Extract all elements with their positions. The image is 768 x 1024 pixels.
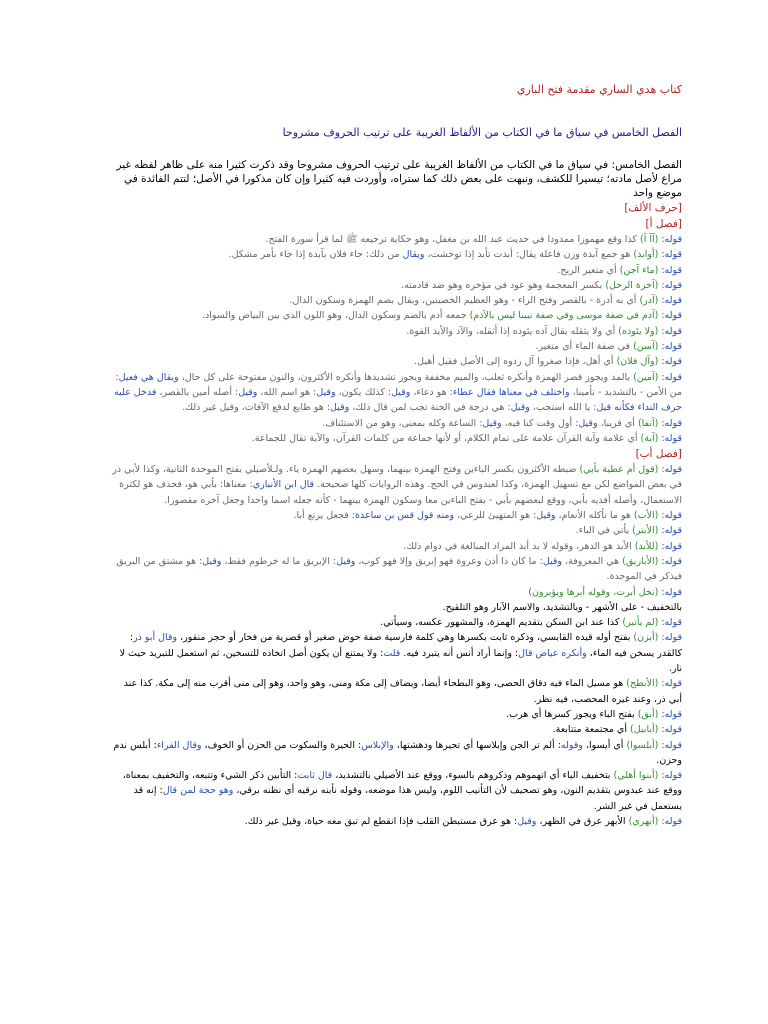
entry-text: بكسر المعجمة وهو عود في مؤخره وهو ضد قادمته. bbox=[401, 279, 606, 291]
entry-keyword: قوله: bbox=[661, 432, 682, 444]
entry-keyword: قوله: bbox=[661, 310, 682, 322]
entry-text: أي أيسوا، bbox=[582, 739, 627, 751]
entry-text: : هو طابع لدفع الآفات، وقيل غير ذلك. bbox=[182, 402, 331, 414]
entry-text: يأتي في الباء. bbox=[575, 525, 633, 537]
entries-list-a1 bbox=[108, 232, 682, 446]
entry bbox=[108, 370, 682, 416]
entry-citation: وقيل bbox=[336, 555, 356, 567]
entry-text: من ذلك: جاء فلان بآبدة إذا جاء بأمر مشكل. bbox=[228, 249, 403, 261]
entry-text: : أصله أمين بالقصر، bbox=[156, 386, 239, 398]
entry-text: : هي درجة في الجنة تجب لمن قال ذلك، bbox=[349, 402, 511, 414]
entry-text: : إنه قد يستعمل في غير الشر. bbox=[133, 785, 682, 812]
entry-text: : الإبريق ما له خرطوم فقط، bbox=[221, 555, 337, 567]
entry-term: (أبزن) bbox=[633, 632, 662, 644]
entry bbox=[108, 263, 682, 278]
entry-term: (آخرة الرحل) bbox=[605, 279, 662, 291]
entry-text: أي قريبا، bbox=[597, 417, 638, 429]
entry-term: (الأباريق) bbox=[622, 555, 662, 567]
entry-term: (ولا يئوده) bbox=[618, 325, 662, 337]
entry-citation: واختلف في معناها فقال عطاء bbox=[452, 386, 570, 398]
entry-citation: قال ابن الأنباري bbox=[252, 479, 315, 491]
entry-keyword: قوله: bbox=[661, 371, 682, 383]
entry-text: أي مجتمعة متتابعة. bbox=[552, 724, 631, 736]
entry-text: هو جمع آبدة وزن فاعلة يقال: أبدت تأبد إذا توحشت، bbox=[424, 249, 634, 261]
entry-text: أي متغير الريح. bbox=[557, 264, 620, 276]
entry-text: بالتخفيف - على الأشهر - وبالتشديد، والاسم الآبار وهو التلقيح. bbox=[442, 601, 682, 613]
entry-keyword: قوله: bbox=[661, 464, 682, 476]
entry-text: : وإنما أراد أنس أنه يتبرد فيه. bbox=[400, 647, 519, 659]
entry-term: (أبق) bbox=[637, 708, 662, 720]
entry-term: (ماء آجن) bbox=[619, 264, 662, 276]
entry-keyword: قوله: bbox=[661, 555, 682, 567]
entry bbox=[108, 324, 682, 339]
entry-keyword: قوله: bbox=[661, 678, 682, 690]
entry bbox=[108, 738, 682, 769]
entry-term: (الأبتر) bbox=[632, 525, 662, 537]
section-title: الفصل الخامس في سياق ما في الكتاب من الألفاظ الغريبة على ترتيب الحروف مشروحا bbox=[282, 126, 682, 139]
entry-keyword: قوله: bbox=[661, 264, 682, 276]
entry-term: (آآ آ) bbox=[639, 234, 662, 245]
entry-text: بالمد ويجوز قصر الهمزة وأنكره ثعلب، والميم مخففة ويجوز تشديدها وأنكره الأكثرون، والنون مفتوحة على كل حال، bbox=[178, 371, 634, 383]
entry-text: : فجعل يرتع أبا. bbox=[293, 510, 355, 522]
entry-text: : أول وقت كنا فيه، bbox=[501, 417, 579, 429]
entry-term: (آية) bbox=[640, 432, 662, 444]
entry-citation: وقيل bbox=[517, 815, 537, 827]
entry-citation: وأنكره عياض قال bbox=[518, 647, 587, 659]
entry-term: (قول أم عطية بأبي) bbox=[579, 464, 662, 476]
entry-keyword: قوله: bbox=[661, 341, 682, 353]
intro-paragraph: الفصل الخامس: في سياق ما في الكتاب من الألفاظ الغريبة على ترتيب الحروف مشروحا وقد ذكرت كثيرا منه على ظاهر لفظه غير مراع لأصل مادته؛ تيسيرا للكشف، ونبهت على بعض ذلك كما ستراه، وأوردت فيه كثيرا وإن كان مذكورا في الأصل؛ لتتم الفائدة في موضع واحد bbox=[116, 159, 682, 199]
entry-citation: وقال أبو ذر bbox=[133, 632, 178, 644]
entry-keyword: قوله: bbox=[661, 586, 682, 598]
entry-term: (آنفا) bbox=[637, 417, 662, 429]
entry bbox=[108, 508, 682, 523]
entry-keyword: قوله: bbox=[661, 510, 682, 522]
entry-citation: وقيل bbox=[238, 386, 258, 398]
entry-text: : كذلك يكون، bbox=[335, 386, 392, 398]
entry-citation: فدخل عليه حرف النداء فكأنه قيل bbox=[113, 386, 682, 414]
entry-text: بفتح الباء ويجوز كسرها أي هرب. bbox=[506, 708, 638, 720]
entry bbox=[108, 247, 682, 262]
entry-keyword: قوله: bbox=[661, 708, 682, 720]
entry-term: (وآل فلان) bbox=[616, 356, 662, 368]
entry bbox=[108, 630, 682, 676]
entry-keyword: قوله: bbox=[661, 234, 682, 245]
entry-citation: وقيل bbox=[482, 417, 502, 429]
entry-keyword: قوله: bbox=[661, 279, 682, 291]
entry-text: : من الأمن - بالتشديد - تأمينا، bbox=[115, 371, 682, 398]
entry-citation: والإبلاس bbox=[361, 739, 394, 751]
entry-keyword: قوله: bbox=[661, 739, 682, 751]
entry-citation: وقيل bbox=[578, 417, 598, 429]
heading-letter: [حرف الألف] bbox=[624, 202, 682, 214]
entry-text: : هو مشتق من البريق فيذكر في الموحدة. bbox=[116, 555, 682, 583]
entry-term: (آدم في صفة موسى وفي صفة نبينا ليس بالآدم) bbox=[469, 310, 662, 322]
entry-text: : كالقدر يسخن فيه الماء، bbox=[129, 632, 682, 659]
entry-term: (آمين) bbox=[633, 371, 662, 383]
entry-term: (للأبد) bbox=[634, 540, 662, 552]
entry-citation: قال ثابت bbox=[297, 770, 333, 782]
entry-citation: ويقال هي فعيل bbox=[118, 371, 179, 383]
entry-text: ضبطه الأكثرون بكسر الباءين وفتح الهمزة بينهما، وسهل بعضهم الهمزة ياء. ولـلأصيلي بفتح الموحدة الثانية، وكذا لأبي ذر في بعض المواضع لكن مع تسهيل الهمزة، وكذا لعبدوس في الحج. وهذه الروايات كلها صحيحة. bbox=[112, 464, 682, 491]
entry-text: هو مسيل الماء فيه دقاق الحصى، وهو البطحاء أيضا، ويضاف إلى مكة ومنى، وهو واحد، وهو إلى منى أقرب منه إلى مكة. كذا عند أبي ذر، وعند غيره المحصب، فيه نظر. bbox=[123, 678, 682, 705]
entry-citation: ومنه قول قس بن ساعدة bbox=[354, 510, 455, 522]
entry-text: كذا عند ابن السكن بتقديم الهمزة، والمشهور عكسه، وسيأتي. bbox=[380, 617, 623, 629]
entry-citation: وقيل bbox=[391, 386, 411, 398]
entry bbox=[108, 354, 682, 369]
entry-citation: وقيل bbox=[536, 510, 556, 522]
entry bbox=[108, 232, 682, 247]
entry bbox=[108, 615, 682, 630]
entry bbox=[108, 722, 682, 737]
entry-text: أي أهل، فإذا صغروا آل ردوه إلى الأصل فقيل أهيل. bbox=[414, 356, 617, 368]
entry-citation: قلت bbox=[383, 647, 401, 659]
entry-term: (أبنوا أهلي) bbox=[613, 770, 662, 782]
entry-term: (آسن) bbox=[633, 341, 662, 353]
entry bbox=[108, 416, 682, 431]
entry bbox=[108, 814, 682, 829]
entry-citation: وقال الفراء bbox=[156, 739, 202, 751]
entry-term: (الأبطح) bbox=[626, 678, 662, 690]
entry-keyword: قوله: bbox=[661, 815, 682, 827]
entry bbox=[108, 585, 682, 600]
entry-text: الأبهر عرق في الظهر، bbox=[536, 815, 629, 827]
entry-text: في صفة الماء أي متغير. bbox=[535, 341, 634, 353]
book-title: كتاب هدي الساري مقدمة فتح الباري bbox=[516, 83, 682, 96]
entry-citation: وهو حجة لمن قال bbox=[162, 785, 234, 797]
entry-text: كذا وقع مهموزا ممدودا في حديث عبد الله بن مغفل، وهو حكاية ترجيعه ﷺ لما قرأ سورة الفتح. bbox=[265, 234, 640, 245]
heading-section-a1: [فصل أ] bbox=[645, 218, 682, 230]
entry-keyword: قوله: bbox=[661, 417, 682, 429]
entry bbox=[108, 554, 682, 585]
entries-list-a2 bbox=[108, 462, 682, 829]
entry bbox=[108, 308, 682, 323]
entry-keyword: قوله: bbox=[661, 525, 682, 537]
entry-text: : الحيرة والسكوت من الحزن أو الخوف، bbox=[201, 739, 362, 751]
entry-keyword: قوله: bbox=[661, 770, 682, 782]
entry-text: أي علامة وآية القرآن علامة على تمام الكلام، أو لأنها جماعة من كلمات القرآن، والآية تقال للجماعة. bbox=[251, 432, 641, 444]
entry-term: (نخل أبرت، وقوله أبرها ويؤبرون) bbox=[528, 586, 662, 598]
entry-text: بتخفيف الباء أي اتهموهم وذكروهم بالسوء، ووقع عند الأصيلي بالتشديد، bbox=[332, 770, 614, 782]
entry bbox=[108, 431, 682, 446]
entry-keyword: قوله: bbox=[661, 724, 682, 736]
entry-text: : ألم تر الجن وإبلاسها أي تحيرها ودهشتها، bbox=[393, 739, 561, 751]
entry-citation: وقوله bbox=[560, 739, 583, 751]
entry-text: : التأبين ذكر الشيء وتتبعه، والتخفيف بمعناه، ووقع عند عبدوس بتقديم النون، وهو تصحيف لأن التأنيب اللوم، وليس هذا موضعه، وقوله نأبنه نرقيه أي نظنه برقي، bbox=[122, 770, 682, 797]
entry-text: : هو دعاء، bbox=[410, 386, 453, 398]
entry bbox=[108, 278, 682, 293]
entry-keyword: قوله: bbox=[661, 617, 682, 629]
entry-text: : هو عرق مستبطن القلب فإذا انقطع لم تبق معه حياة، وقيل غير ذلك. bbox=[244, 815, 518, 827]
entry-keyword: قوله: bbox=[661, 540, 682, 552]
entry-text: أي به أدرة - بالقصر وفتح الراء - وهو العظيم الخصيتين، ويقال بضم الهمزة وسكون الدال. bbox=[289, 295, 640, 307]
entry-text: جمعه أدم بالضم وسكون الدال، وهو اللون الذي بين البياض والسواد. bbox=[201, 310, 470, 322]
entry-text: بفتح أوله قيده القابسي، وذكره ثابت بكسرها وهي كلمة فارسية صفة حوض صغير أو قصرية من فخار أو حجر منقور، bbox=[177, 632, 634, 644]
entry-keyword: قوله: bbox=[661, 325, 682, 337]
entry-text: الأبد هو الدهر، وقوله لا بد أبد المراد المبالغة في دوام ذلك. bbox=[403, 540, 635, 552]
entry bbox=[108, 462, 682, 508]
entry bbox=[108, 293, 682, 308]
entry-text: : معناها: بأبي هو، فحذف هو لكثرة الاستعمال، وأصله أفديه بأبي، ووقع لبعضهم بأبي - بفتح الباءين معا وسكون الهمزة بينهما - كأنه جعله اسما واحدا وجعل آخره مقصورا. bbox=[119, 479, 682, 506]
entry-keyword: قوله: bbox=[661, 356, 682, 368]
entry-text: هو ما تأكله الأنعام، bbox=[555, 510, 634, 522]
entry-term: (أوابد) bbox=[633, 249, 662, 261]
entry-text: : يا الله استجب، bbox=[529, 402, 597, 414]
entry-text: أي ولا يثقله يقال آده يئوده إذا أثقله، والآد والأيد القوة. bbox=[406, 325, 619, 337]
entry-text: : ولا يمتنع أن يكون أصل اتخاذه للتسخين، ثم استعمل للتبريد حيث لا نار. bbox=[119, 647, 682, 675]
entry-term: (الأب) bbox=[633, 510, 662, 522]
entry-term: (لم يأتبر) bbox=[622, 617, 662, 629]
entry-citation: ويقال bbox=[402, 249, 425, 261]
entry-citation: وقيل bbox=[202, 555, 222, 567]
entry-citation: وقيل bbox=[510, 402, 530, 414]
entry-citation: وقيل bbox=[542, 555, 563, 567]
entry-keyword: قوله: bbox=[661, 295, 682, 307]
entry-term: (آدر) bbox=[639, 295, 662, 307]
entry-citation: وقيل bbox=[330, 402, 350, 414]
entry bbox=[108, 523, 682, 538]
entry-term: (أبهري) bbox=[628, 815, 662, 827]
entry-text: : أبلس ندم وحزن. bbox=[113, 739, 682, 766]
entry bbox=[108, 600, 682, 615]
entry bbox=[108, 539, 682, 554]
entry-text: هي المعروفة، bbox=[562, 555, 623, 567]
entry bbox=[108, 339, 682, 354]
entry-text: : ما كان ذا أذن وعروة فهو إبريق وإلا فهو كوب، bbox=[355, 555, 543, 567]
entry-keyword: قوله: bbox=[661, 249, 682, 261]
entry bbox=[108, 707, 682, 722]
entry bbox=[108, 768, 682, 814]
entry-text: : الساعة وكله بمعنى، وهو من الاستئناف. bbox=[322, 417, 483, 429]
entry bbox=[108, 676, 682, 707]
heading-section-a2: [فصل أب] bbox=[635, 448, 682, 461]
entry-keyword: قوله: bbox=[661, 632, 682, 644]
entry-citation: وقيل bbox=[316, 386, 336, 398]
entry-text: : هو المتهيئ للرعي، bbox=[454, 510, 537, 522]
entry-term: (أبلسوا) bbox=[626, 739, 662, 751]
entry-text: : هو اسم الله، bbox=[257, 386, 317, 398]
entry-term: (أبابيل) bbox=[630, 724, 662, 736]
